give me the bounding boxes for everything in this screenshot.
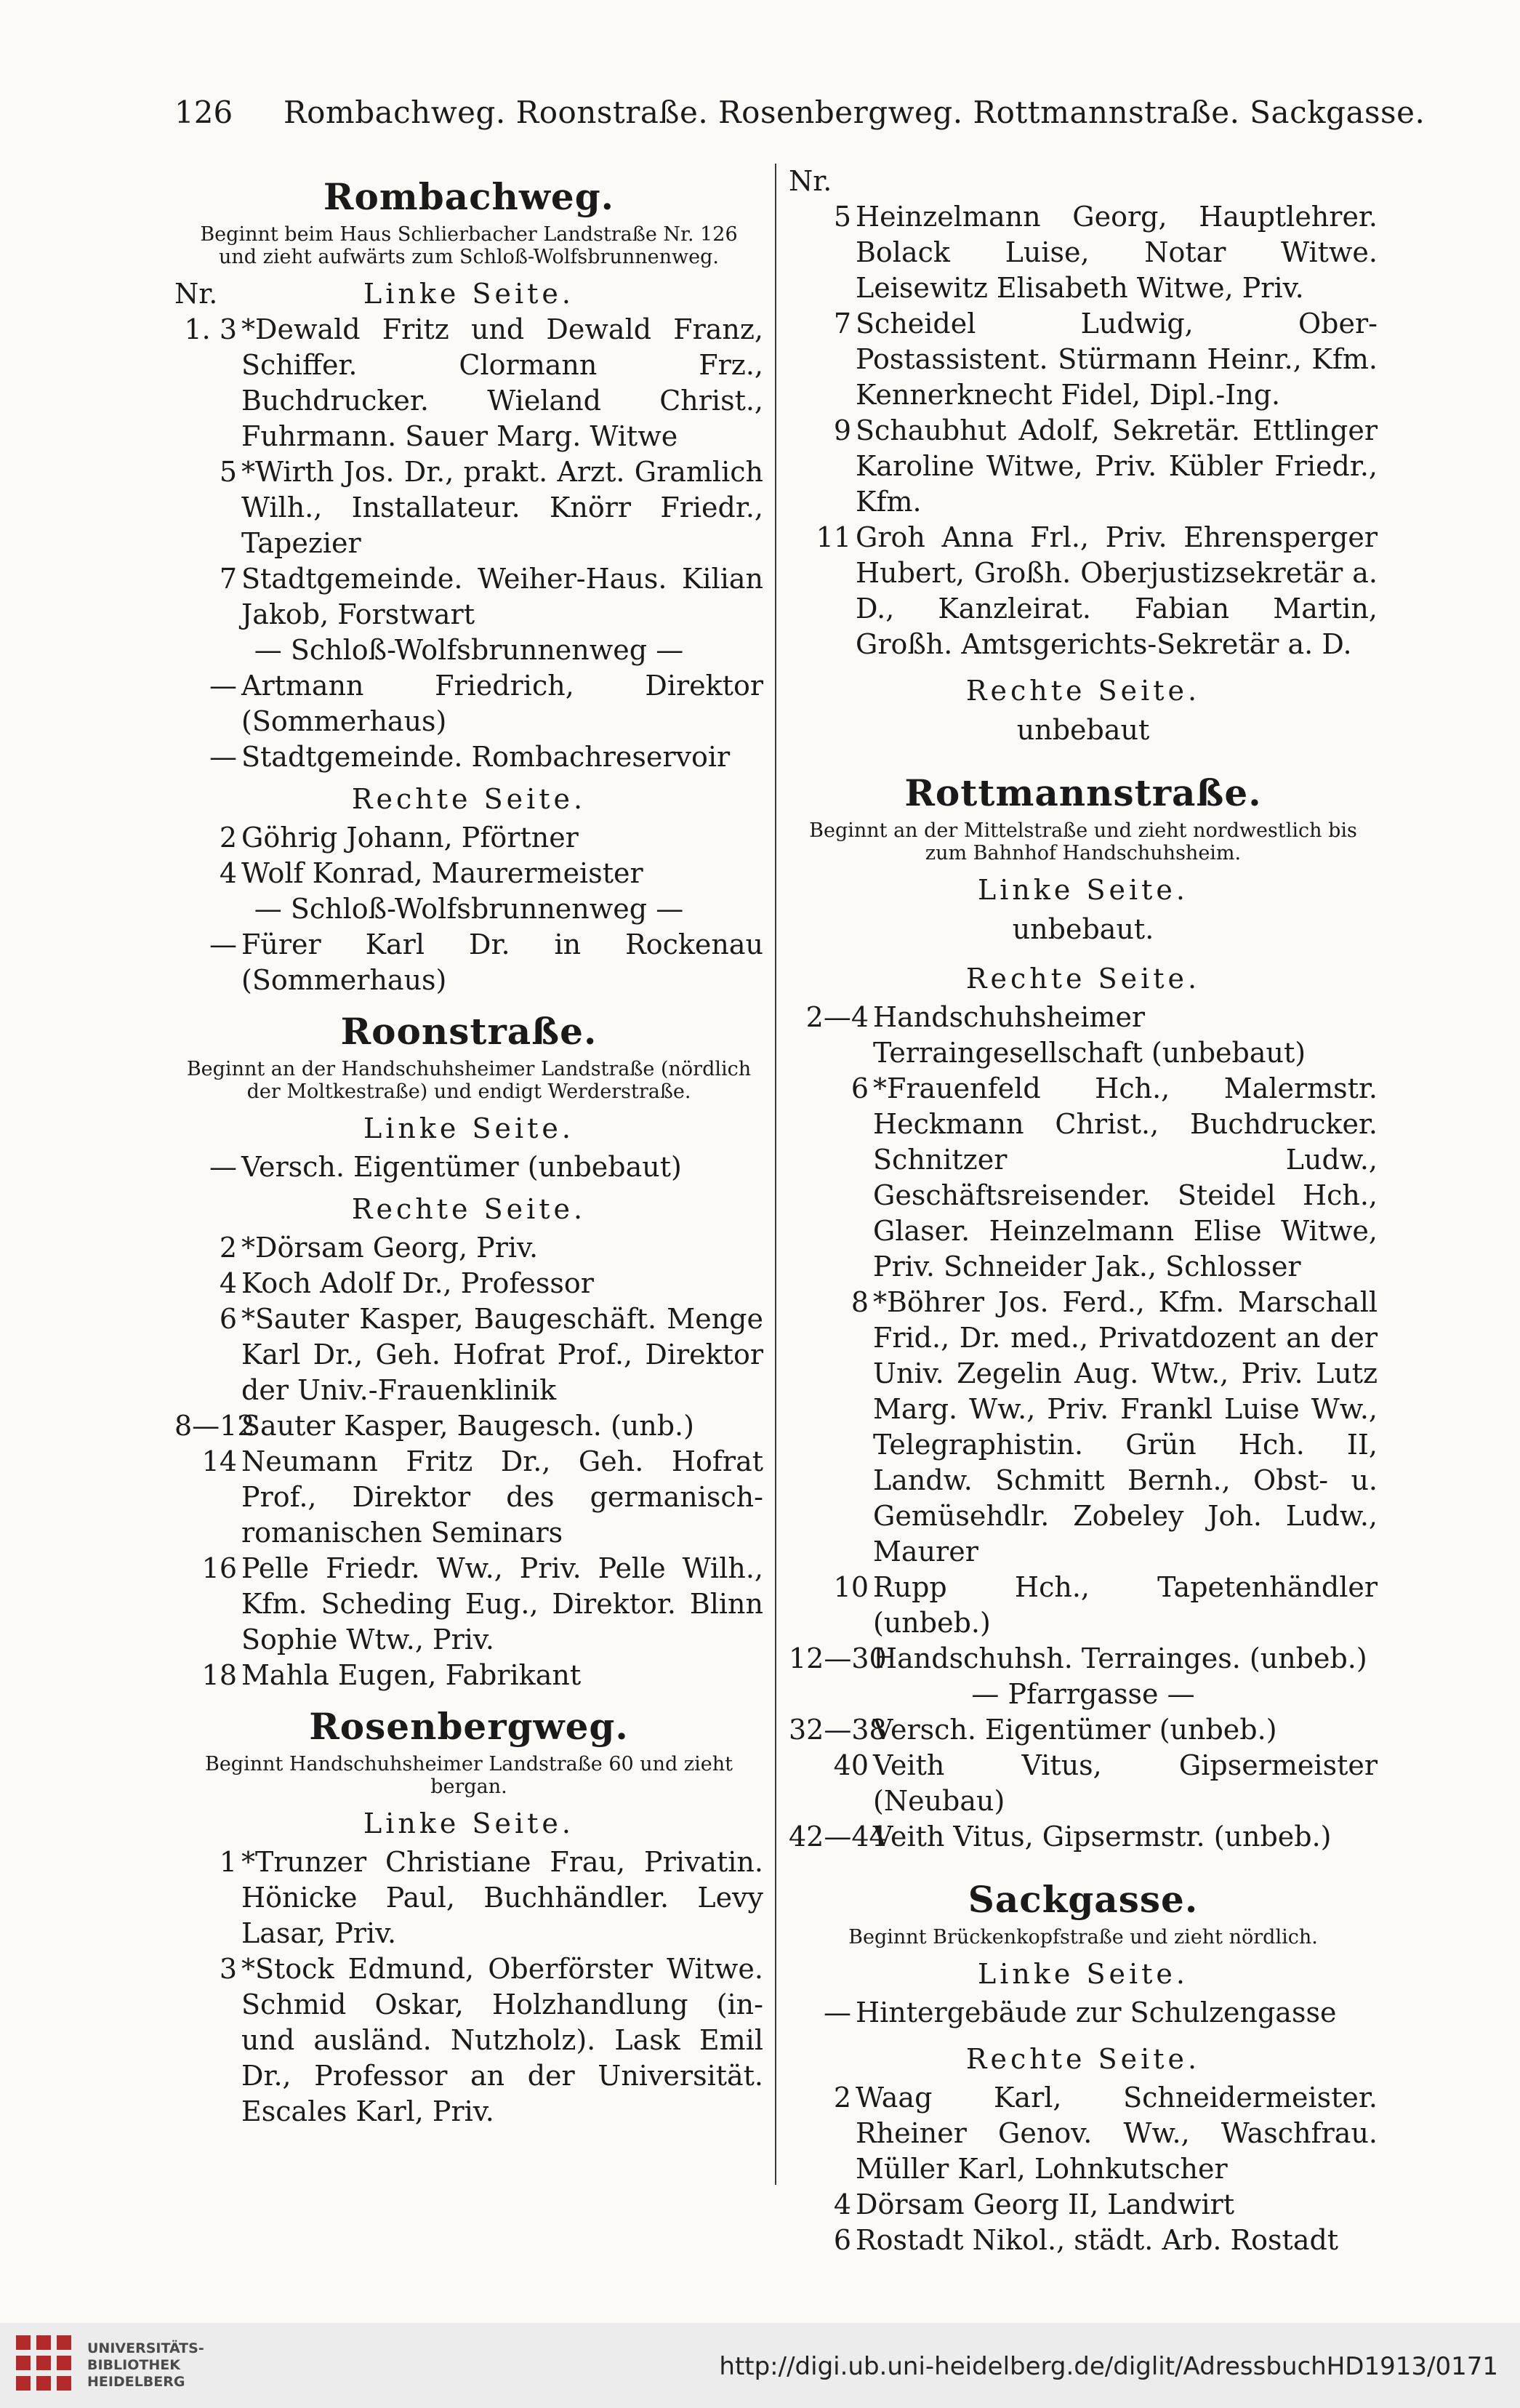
address-entry xyxy=(789,2223,1378,2258)
resident-text: Koch Adolf Dr., Professor xyxy=(241,1267,594,1299)
house-number: — xyxy=(824,1996,851,2028)
section-description: Beginnt Handschuhsheimer Landstraße 60 und zieht bergan. xyxy=(204,1753,733,1798)
digitization-footer xyxy=(0,2323,1520,2408)
nr-label: Nr. xyxy=(789,165,832,197)
house-number: 4 xyxy=(219,857,237,889)
address-entry xyxy=(789,1071,1378,1285)
house-number: 2 xyxy=(219,822,237,854)
address-entry xyxy=(174,1301,763,1408)
resident-text: *Dörsam Georg, Priv. xyxy=(241,1232,539,1264)
address-entry xyxy=(789,1995,1378,2031)
entry-list xyxy=(789,2080,1378,2258)
resident-text: Stadtgemeinde. Weiher-Haus. Kilian Jakob, Forstwart xyxy=(241,563,763,630)
cross-street: — Schloß-Wolfsbrunnenweg — xyxy=(254,634,684,666)
address-entry xyxy=(789,1570,1378,1641)
address-entry xyxy=(789,413,1378,520)
left-column xyxy=(174,164,763,2199)
house-number: — xyxy=(209,928,237,960)
column-divider xyxy=(775,164,776,2185)
section-description: Beginnt beim Haus Schlierbacher Landstraße Nr. 126 und zieht aufwärts zum Schloß-Wolfsbrunnenweg. xyxy=(200,223,738,268)
house-number: — xyxy=(209,741,237,773)
resident-text: Mahla Eugen, Fabrikant xyxy=(241,1659,582,1691)
address-entry xyxy=(174,1951,763,2130)
house-number: 8—12 xyxy=(174,1410,255,1442)
cross-street: — Schloß-Wolfsbrunnenweg — xyxy=(254,893,684,925)
section-title: Rombachweg. xyxy=(323,175,615,218)
address-entry xyxy=(789,1641,1378,1677)
house-number: 14 xyxy=(201,1445,237,1477)
nr-label: Nr. xyxy=(174,278,218,310)
section-roonstrasse xyxy=(174,1008,763,1693)
address-entry xyxy=(174,856,763,891)
address-entry xyxy=(174,312,763,454)
entry-list xyxy=(174,1845,763,2130)
resident-text: Rupp Hch., Tapetenhändler (unbeb.) xyxy=(873,1571,1378,1639)
section-rombachweg xyxy=(174,174,763,998)
section-title: Rosenbergweg. xyxy=(309,1705,629,1748)
library-name: UNIVERSITÄTS- BIBLIOTHEK HEIDELBERG xyxy=(87,2340,204,2390)
house-number: 2 xyxy=(833,2082,851,2114)
house-number: 42—44 xyxy=(789,1821,887,1853)
house-number: 12—30 xyxy=(789,1642,887,1674)
resident-text: Handschuhsheimer Terraingesellschaft (unbebaut) xyxy=(873,1001,1306,1069)
entry-list xyxy=(174,1230,763,1693)
resident-text: Waag Karl, Schneidermeister. Rheiner Genov. Ww., Waschfrau. Müller Karl, Lohnkutscher xyxy=(856,2082,1378,2185)
resident-text: Sauter Kasper, Baugesch. (unb.) xyxy=(241,1410,694,1442)
address-entry xyxy=(789,2187,1378,2223)
house-number: 2 xyxy=(219,1232,237,1264)
resident-text: Neumann Fritz Dr., Geh. Hofrat Prof., Direktor des germanisch-romanischen Seminars xyxy=(241,1445,763,1549)
side-label: Linke Seite. xyxy=(363,1807,574,1839)
house-number: 40 xyxy=(833,1749,869,1781)
address-entry xyxy=(174,561,763,633)
house-number: 2—4 xyxy=(805,1001,869,1033)
house-number: 6 xyxy=(851,1072,869,1104)
university-library-logo-icon xyxy=(15,2334,73,2392)
house-number: 4 xyxy=(833,2188,851,2220)
source-url-link[interactable]: http://digi.ub.uni-heidelberg.de/diglit/AdressbuchHD1913/0171 xyxy=(719,2352,1498,2381)
house-number: 16 xyxy=(201,1552,237,1584)
section-rottmannstrasse xyxy=(789,770,1378,1855)
resident-text: *Stock Edmund, Oberförster Witwe. Schmid Oskar, Holzhandlung (in- und ausländ. Nutzholz). Lask Emil Dr., Professor an der Universität. Escales Karl, Priv. xyxy=(241,1953,763,2127)
side-label: Linke Seite. xyxy=(978,1958,1189,1990)
section-sackgasse xyxy=(789,1877,1378,2258)
house-number: 3 xyxy=(219,1953,237,1985)
house-number: 4 xyxy=(219,1267,237,1299)
address-entry xyxy=(174,454,763,561)
address-entry xyxy=(174,739,763,775)
section-description: Beginnt an der Mittelstraße und zieht nordwestlich bis zum Bahnhof Handschuhsheim. xyxy=(809,819,1357,864)
entry-list xyxy=(174,820,763,998)
side-label: Linke Seite. xyxy=(363,278,574,310)
house-number: 5 xyxy=(833,201,851,233)
section-description: Beginnt Brückenkopfstraße und zieht nördlich. xyxy=(848,1926,1318,1949)
side-label: Rechte Seite. xyxy=(965,675,1201,707)
address-entry xyxy=(789,306,1378,413)
address-entry xyxy=(174,1266,763,1301)
section-title: Roonstraße. xyxy=(340,1010,598,1053)
side-label: Linke Seite. xyxy=(363,1112,574,1144)
house-number: 9 xyxy=(833,414,851,446)
address-entry xyxy=(789,1712,1378,1748)
address-entry xyxy=(174,1149,763,1185)
resident-text: *Dewald Fritz und Dewald Franz, Schiffer. Clormann Frz., Buchdrucker. Wieland Christ., Fuhrmann. Sauer Marg. Witwe xyxy=(241,313,763,452)
house-number: 1 xyxy=(219,1846,237,1878)
address-entry xyxy=(789,520,1378,662)
address-entry xyxy=(789,2080,1378,2187)
address-entry xyxy=(174,1551,763,1658)
resident-text: Stadtgemeinde. Rombachreservoir xyxy=(241,741,731,773)
address-entry xyxy=(789,1819,1378,1855)
address-entry xyxy=(174,1845,763,1951)
address-entry xyxy=(174,1408,763,1444)
side-note: unbebaut xyxy=(1016,714,1150,746)
page-header xyxy=(174,87,1425,138)
page-number: 126 xyxy=(174,95,233,130)
resident-text: Scheidel Ludwig, Ober-Postassistent. Stürmann Heinr., Kfm. Kennerknecht Fidel, Dipl.-Ing. xyxy=(856,308,1378,411)
resident-text: Dörsam Georg II, Landwirt xyxy=(856,2188,1235,2220)
resident-text: Veith Vitus, Gipsermstr. (unbeb.) xyxy=(873,1821,1332,1853)
resident-text: *Trunzer Christiane Frau, Privatin. Hönicke Paul, Buchhändler. Levy Lasar, Priv. xyxy=(241,1846,763,1949)
entry-list xyxy=(174,1149,763,1185)
resident-text: Wolf Konrad, Maurermeister xyxy=(241,857,643,889)
resident-text: Groh Anna Frl., Priv. Ehrensperger Hubert, Großh. Oberjustizsekretär a. D., Kanzleirat. Fabian Martin, Großh. Amtsgerichts-Sekretär a. D. xyxy=(856,521,1378,660)
resident-text: Schaubhut Adolf, Sekretär. Ettlinger Karoline Witwe, Priv. Kübler Friedr., Kfm. xyxy=(856,414,1378,518)
house-number: 11 xyxy=(816,521,851,553)
address-entry xyxy=(174,927,763,998)
address-entry xyxy=(789,199,1378,306)
side-heading-row xyxy=(174,276,763,312)
resident-text: *Böhrer Jos. Ferd., Kfm. Marschall Frid., Dr. med., Privatdozent an der Univ. Zegelin Aug. Wtw., Priv. Lutz Marg. Ww., Priv. Frankl Luise Ww., Telegraphistin. Grün Hch. II, Landw. Schmitt Bernh., Obst- u. Gemüsehdlr. Zobeley Joh. Ludw., Maurer xyxy=(873,1286,1378,1568)
house-number: — xyxy=(209,1151,237,1183)
right-column xyxy=(789,164,1378,2256)
entry-list xyxy=(174,312,763,775)
side-label: Rechte Seite. xyxy=(965,963,1201,995)
section-description: Beginnt an der Handschuhsheimer Landstraße (nördlich der Moltkestraße) und endigt Werderstraße. xyxy=(186,1058,752,1103)
house-number: 7 xyxy=(833,308,851,340)
resident-text: Göhrig Johann, Pförtner xyxy=(241,822,579,854)
resident-text: *Frauenfeld Hch., Malermstr. Heckmann Christ., Buchdrucker. Schnitzer Ludw., Geschäftsreisender. Steidel Hch., Glaser. Heinzelmann Elise Witwe, Priv. Schneider Jak., Schlosser xyxy=(873,1072,1378,1283)
entry-list xyxy=(789,1000,1378,1855)
house-number: 18 xyxy=(201,1659,237,1691)
address-entry xyxy=(174,1230,763,1266)
house-number: 1. 3 xyxy=(184,313,237,345)
resident-text: Handschuhsh. Terrainges. (unbeb.) xyxy=(873,1642,1367,1674)
side-label: Rechte Seite. xyxy=(351,783,587,815)
address-entry xyxy=(789,1000,1378,1071)
resident-text: Versch. Eigentümer (unbeb.) xyxy=(873,1714,1277,1746)
address-entry xyxy=(174,820,763,856)
address-entry xyxy=(174,1658,763,1693)
house-number: 10 xyxy=(833,1571,869,1603)
section-title: Sackgasse. xyxy=(968,1878,1199,1921)
house-number: — xyxy=(209,670,237,702)
resident-text: Heinzelmann Georg, Hauptlehrer. Bolack Luise, Notar Witwe. Leisewitz Elisabeth Witwe, Priv. xyxy=(856,201,1378,304)
address-entry xyxy=(789,1748,1378,1819)
side-label: Rechte Seite. xyxy=(965,2043,1201,2075)
section-rosenbergweg-continued xyxy=(789,164,1378,748)
running-title: Rombachweg. Roonstraße. Rosenbergweg. Rottmannstraße. Sackgasse. xyxy=(284,95,1425,130)
entry-list xyxy=(789,1995,1378,2031)
resident-text: Pelle Friedr. Ww., Priv. Pelle Wilh., Kfm. Scheding Eug., Direktor. Blinn Sophie Wtw., Priv. xyxy=(241,1552,763,1656)
side-label: Linke Seite. xyxy=(978,874,1189,906)
house-number: 5 xyxy=(219,456,237,488)
resident-text: Hintergebäude zur Schulzengasse xyxy=(856,1996,1337,2028)
side-label: Rechte Seite. xyxy=(351,1193,587,1225)
house-number: 6 xyxy=(833,2224,851,2256)
house-number: 7 xyxy=(219,563,237,595)
resident-text: Fürer Karl Dr. in Rockenau (Sommerhaus) xyxy=(241,928,763,996)
resident-text: *Sauter Kasper, Baugeschäft. Menge Karl Dr., Geh. Hofrat Prof., Direktor der Univ.-Frauenklinik xyxy=(241,1303,763,1406)
house-number: 8 xyxy=(851,1286,869,1318)
house-number: 6 xyxy=(219,1303,237,1335)
resident-text: Veith Vitus, Gipsermeister (Neubau) xyxy=(873,1749,1378,1817)
entry-list xyxy=(789,199,1378,662)
cross-street: — Pfarrgasse — xyxy=(971,1678,1195,1710)
section-title: Rottmannstraße. xyxy=(904,771,1262,814)
side-note: unbebaut. xyxy=(1012,913,1154,945)
address-entry xyxy=(789,1285,1378,1570)
resident-text: *Wirth Jos. Dr., prakt. Arzt. Gramlich Wilh., Installateur. Knörr Friedr., Tapezier xyxy=(241,456,763,559)
resident-text: Rostadt Nikol., städt. Arb. Rostadt xyxy=(856,2224,1339,2256)
address-entry xyxy=(174,1444,763,1551)
resident-text: Versch. Eigentümer (unbebaut) xyxy=(241,1151,682,1183)
resident-text: Artmann Friedrich, Direktor (Sommerhaus) xyxy=(241,670,763,737)
section-rosenbergweg xyxy=(174,1703,763,2130)
address-entry xyxy=(174,668,763,739)
house-number: 32—38 xyxy=(789,1714,887,1746)
